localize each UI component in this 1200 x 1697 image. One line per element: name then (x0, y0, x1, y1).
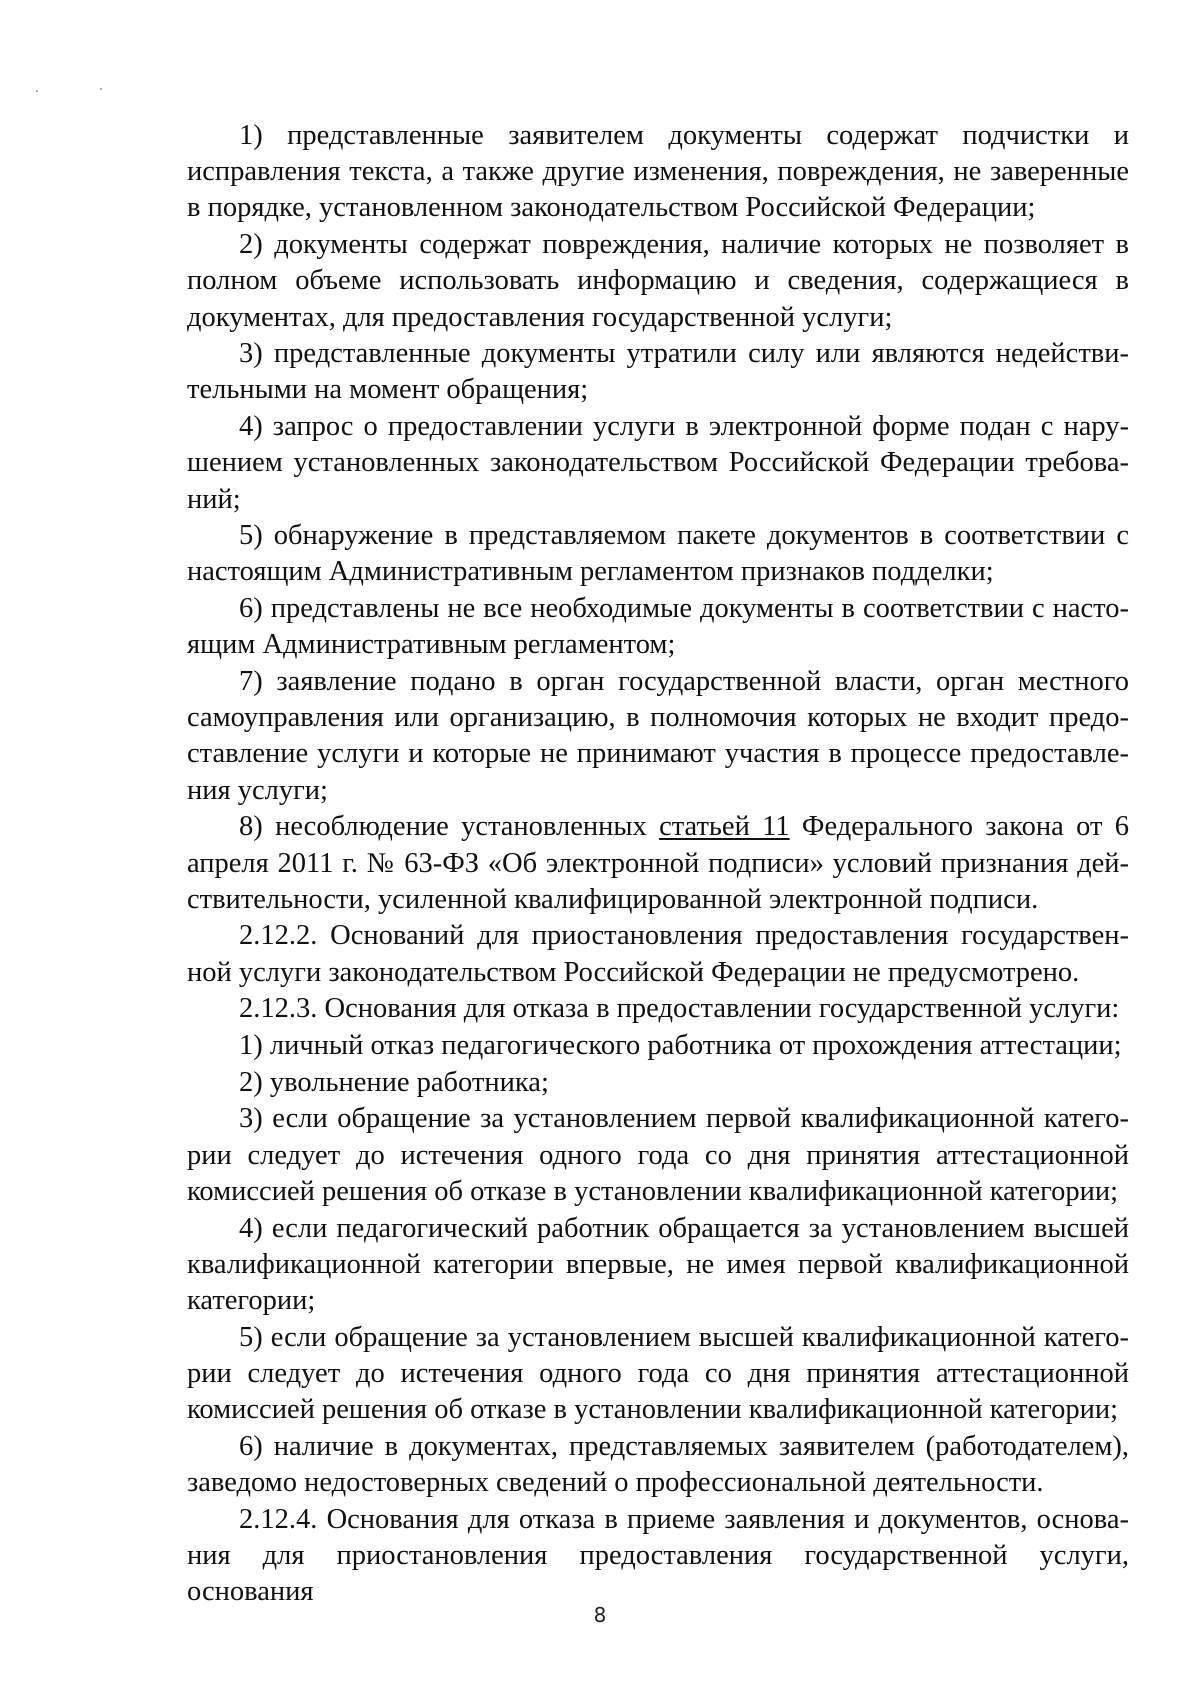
refusal-ground-4: 4) если педагогический работник обращается за установлением высшей квалификационной категории впервые, не имея первой квалификационной категории; (187, 1212, 1129, 1316)
paragraph-item-8 (187, 809, 1129, 918)
section-2-12-3-heading: 2.12.3. Основания для отказа в предоставлении государственной услуги: (239, 993, 1120, 1025)
section-2-12-4: 2.12.4. Основания для отказа в приеме заявления и документов, основания для приостановления предоставления государственной услуги, основания (187, 1503, 1129, 1608)
paragraph-item-8-lead: 8) несоблюдение установленных (239, 811, 660, 843)
paragraph-item-4: 4) запрос о предоставлении услуги в электронной форме подан с нарушением установленных законодательством Российской Федерации требований; (187, 411, 1129, 515)
paragraph-item-2: 2) документы содержат повреждения, наличие которых не позволяет в полном объеме использовать информацию и сведения, содержащиеся в документах, для предоставления государственной услуги; (187, 229, 1129, 333)
page-number: 8 (593, 1603, 607, 1627)
section-2-12-2: 2.12.2. Оснований для приостановления предоставления государственной услуги законодательством Российской Федерации не предусмотрено. (187, 920, 1129, 988)
law-article-link[interactable]: статьей 11 (659, 811, 790, 843)
paragraph-item-1: 1) представленные заявителем документы содержат подчистки и исправления текста, а также другие изменения, повреждения, не заверенные в порядке, установленном законодательством Российской Федерации; (187, 120, 1129, 224)
paragraph-item-5: 5) обнаружение в представляемом пакете документов в соответствии с настоящим Административным регламентом признаков подделки; (187, 520, 1129, 588)
paragraph-item-6: 6) представлены не все необходимые документы в соответствии с настоящим Административным регламентом; (187, 593, 1129, 661)
refusal-ground-2: 2) увольнение работника; (239, 1066, 549, 1098)
document-body (187, 118, 1129, 1610)
paragraph-item-7: 7) заявление подано в орган государственной власти, орган местного самоуправления или организацию, в полномочия которых не входит предоставление услуги и которые не принимают участия в процессе предоставления услуги; (187, 666, 1129, 806)
refusal-ground-1: 1) личный отказ педагогического работника от прохождения аттестации; (239, 1030, 1122, 1062)
refusal-ground-3: 3) если обращение за установлением первой квалификационной категории следует до истечения одного года со дня принятия аттестационной комиссией решения об отказе в установлении квалификационной категории; (187, 1103, 1129, 1207)
scan-artifact (100, 88, 102, 90)
refusal-ground-6: 6) наличие в документах, представляемых заявителем (работодателем), заведомо недостоверных сведений о профессиональной деятельности. (187, 1430, 1129, 1499)
scan-artifact (36, 90, 38, 92)
paragraph-item-3: 3) представленные документы утратили силу или являются недействительными на момент обращения; (187, 338, 1129, 406)
paragraph-item-8-tail: Федерального закона от 6 апреля 2011 г. № 63-ФЗ «Об электронной подписи» условий признания действительности, усиленной квалифицированной электронной подписи. (187, 811, 1129, 915)
refusal-ground-5: 5) если обращение за установлением высшей квалификационной категории следует до истечения одного года со дня принятия аттестационной комиссией решения об отказе в установлении квалификационной категории; (187, 1321, 1129, 1426)
